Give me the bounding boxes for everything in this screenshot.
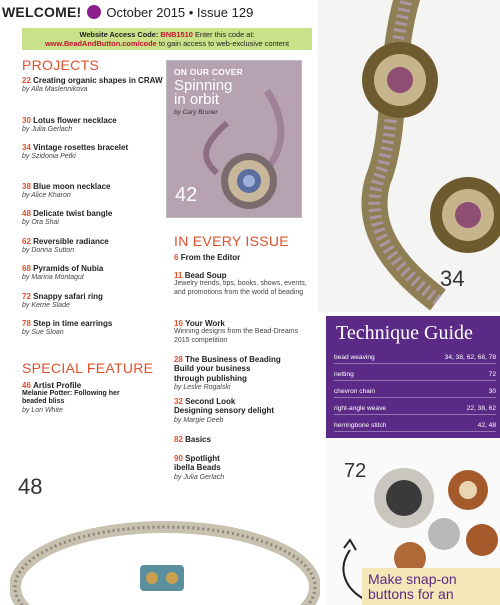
issue-desc: Winning designs from the Bead-Dreams 2015 competition	[174, 328, 299, 344]
special-feature-heading: SPECIAL FEATURE	[22, 360, 154, 376]
project-item[interactable]	[22, 292, 172, 311]
project-page: 22	[22, 76, 31, 85]
project-title: Delicate twist bangle	[33, 209, 113, 218]
bracelet-photo	[318, 0, 500, 312]
issue-item[interactable]	[174, 435, 314, 444]
project-author: by Szidonia Petki	[22, 153, 76, 161]
project-item[interactable]	[22, 264, 172, 283]
technique-row[interactable]	[334, 405, 496, 415]
ring-page-number: 72	[344, 460, 367, 482]
issue-page: 11	[174, 271, 183, 280]
technique-row[interactable]	[334, 354, 496, 364]
issue-title: The Business of Beading	[185, 355, 281, 364]
special-title: Artist Profile	[33, 381, 82, 390]
cover-inset[interactable]	[166, 60, 302, 218]
issue-page: 6	[174, 253, 179, 262]
bracelet-page-number: 34	[440, 266, 465, 291]
issue-page: 16	[174, 319, 183, 328]
special-feature-item[interactable]	[22, 381, 122, 416]
buttons-caption: Make snap-on buttons for an	[362, 568, 500, 605]
welcome-header	[0, 0, 318, 24]
issue-title: Basics	[185, 435, 211, 444]
access-line2: to gain access to web-exclusive content	[158, 39, 290, 48]
project-item[interactable]	[22, 237, 172, 256]
technique-pages: 42, 48	[477, 422, 496, 429]
project-author: by Alla Maslennikova	[22, 86, 88, 94]
project-page: 34	[22, 143, 31, 152]
project-title: Step in time earrings	[33, 319, 113, 328]
special-subtitle: Melanie Potter: Following her beaded bliss	[22, 390, 120, 406]
project-item[interactable]	[22, 143, 152, 162]
project-title: Creating organic shapes in CRAW	[33, 76, 163, 85]
project-page: 72	[22, 292, 31, 301]
issue-page: 32	[174, 397, 183, 406]
issue-author: by Margie Deeb	[174, 416, 224, 424]
technique-name: netting	[334, 371, 354, 378]
project-author: by Alice Kharon	[22, 192, 71, 200]
issue-desc: Build your business through publishing	[174, 364, 251, 383]
issue-author: by Leslie Rogalski	[174, 384, 231, 392]
issue-item[interactable]	[174, 319, 314, 345]
technique-row[interactable]	[334, 371, 496, 381]
project-title: Reversible radiance	[33, 237, 109, 246]
project-page: 62	[22, 237, 31, 246]
technique-name: chevron chain	[334, 388, 376, 395]
issue-page: 82	[174, 435, 183, 444]
cover-title: Spinning in orbit	[174, 77, 233, 108]
purple-dot-icon	[87, 5, 101, 19]
issue-title: Second Look	[185, 397, 236, 406]
issue-desc: Jewelry trends, tips, books, shows, events, and promotions from the world of beading	[174, 280, 307, 296]
access-code-banner	[22, 28, 312, 50]
technique-name: bead weaving	[334, 354, 375, 361]
issue-desc: Designing sensory delight	[174, 406, 275, 416]
technique-pages: 34, 38, 62, 68, 78	[444, 354, 496, 361]
project-page: 78	[22, 319, 31, 328]
issue-page: 28	[174, 355, 183, 364]
issue-page: 90	[174, 454, 183, 463]
project-author: by Julia Gerlach	[22, 126, 73, 134]
technique-row[interactable]	[334, 388, 496, 398]
bangle-photo	[10, 505, 320, 605]
project-author: by Marina Montagut	[22, 274, 84, 282]
issue-item[interactable]	[174, 253, 314, 262]
special-author: by Lori White	[22, 407, 63, 415]
project-item[interactable]	[22, 76, 172, 95]
cover-label: ON OUR COVER	[174, 67, 243, 77]
project-title: Snappy safari ring	[33, 292, 103, 301]
issue-title: Bead Soup	[184, 271, 227, 280]
issue-author: by Julia Gerlach	[174, 473, 225, 481]
project-page: 48	[22, 209, 31, 218]
project-title: Pyramids of Nubia	[33, 264, 104, 273]
issue-item[interactable]	[174, 397, 314, 425]
special-page: 46	[22, 381, 31, 390]
project-author: by Kerrie Slade	[22, 302, 70, 310]
project-item[interactable]	[22, 319, 172, 338]
issue-info: October 2015 • Issue 129	[106, 4, 254, 20]
issue-title: From the Editor	[180, 253, 241, 262]
technique-row[interactable]	[334, 422, 496, 432]
technique-pages: 22, 38, 62	[466, 405, 496, 412]
access-suffix: Enter this code at:	[194, 30, 255, 39]
project-author: by Donna Sutton	[22, 247, 75, 255]
technique-name: right-angle weave	[334, 405, 387, 412]
technique-guide-panel	[326, 316, 500, 438]
project-page: 38	[22, 182, 31, 191]
access-prefix: Website Access Code:	[79, 30, 159, 39]
issue-title: Your Work	[185, 319, 225, 328]
technique-guide-heading: Technique Guide	[336, 322, 473, 344]
cover-page-number: 42	[175, 184, 198, 206]
issue-desc: ibella Beads	[174, 463, 221, 473]
project-title: Lotus flower necklace	[33, 116, 117, 125]
project-page: 68	[22, 264, 31, 273]
project-item[interactable]	[22, 209, 172, 228]
technique-name: herringbone stitch	[334, 422, 387, 429]
issue-item[interactable]	[174, 454, 314, 482]
project-title: Blue moon necklace	[33, 182, 111, 191]
welcome-label: WELCOME!	[2, 4, 82, 20]
every-issue-heading: IN EVERY ISSUE	[174, 233, 289, 249]
access-code: BNB1510	[160, 30, 193, 39]
technique-pages: 72	[488, 371, 496, 378]
project-item[interactable]	[22, 182, 172, 201]
project-author: by Sue Sloan	[22, 329, 64, 337]
project-page: 30	[22, 116, 31, 125]
project-item[interactable]	[22, 116, 172, 135]
project-author: by Ora Shai	[22, 219, 59, 227]
projects-heading: PROJECTS	[22, 57, 100, 73]
project-title: Vintage rosettes bracelet	[33, 143, 129, 152]
cover-author: by Cary Bruner	[174, 109, 218, 116]
issue-item[interactable]	[174, 355, 314, 393]
issue-item[interactable]	[174, 271, 314, 297]
technique-pages: 30	[488, 388, 496, 395]
bangle-page-number: 48	[18, 474, 43, 499]
access-url-link[interactable]: www.BeadAndButton.com/code	[44, 39, 157, 48]
issue-title: Spotlight	[185, 454, 220, 463]
